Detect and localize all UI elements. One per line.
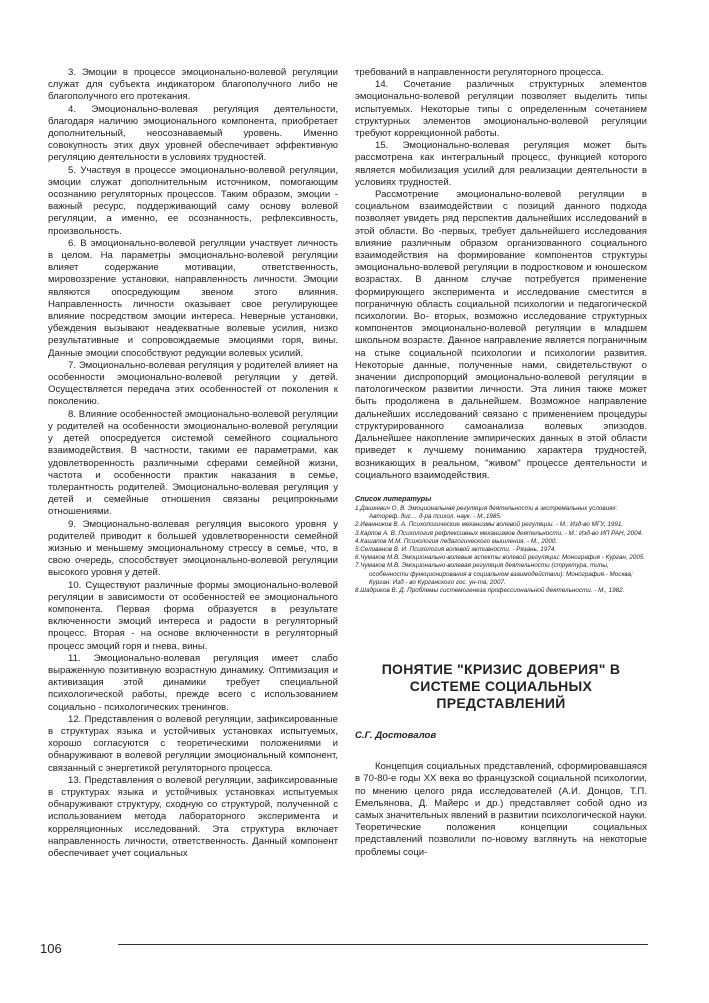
reference-item: 7.Чумаков М.В. Эмоционально-волевая регуляция деятельности (структура, типы, особенности функционирования в социальном взаимодействии): Монография.- Москва; Курган: Изд - во Курганского гос. ун-та, 2007.	[355, 562, 633, 586]
paragraph: 6. В эмоционально-волевой регуляции участвует личность в целом. На параметры эмоционально-волевой регуляции влияет содержание мотивации, ответственность, мировоззрение установки, направленность личности. Эмоции являются опосредующим звеном этого влияния. Направленность личности оказывает свое регулирующее влияние посредством эмоции интереса. Неверные установки, убеждения вызывают неадекватные волевые усилия, низко результативные и сопровождаемые эмоциями горя, вины. Данные эмоции способствуют редукции волевых усилий.	[48, 237, 338, 359]
paragraph: 9. Эмоционально-волевая регуляция высокого уровня у родителей приводит к большей удовлетворенности семейной жизнью и меньшему эмоциональному стрессу в семье, что, в свою очередь, способствует эмоционально-волевой регуляции высокого уровня у детей.	[48, 518, 338, 579]
reference-item: 4.Кашапов М.М. Психология педагогического мышления. - М., 2000.	[355, 537, 558, 545]
paragraph: 14. Сочетание различных структурных элементов эмоционально-волевой регуляции позволяет выделить типы испытуемых. Некоторые типы с определенным сочетанием структурных элементов эмоционально-волевой регуляции требуют коррекционной работы.	[355, 79, 647, 140]
paragraph: 15. Эмоционально-волевая регуляция может быть рассмотрена как интегральный процесс, функцией которого является мобилизация усилий для реализации деятельности в условиях трудностей.	[355, 140, 647, 188]
paragraph: требований в направленности регуляторного процесса.	[355, 67, 604, 78]
paragraph: 10. Существуют различные формы эмоционально-волевой регуляции в зависимости от особенностей ее эмоционального компонента. Первая форма образуется в результате включенности эмоций интереса и радости в регуляторный процесс. Вторая - на основе включенности в регуляторный процесс эмоций горя и гнева, вины.	[48, 579, 338, 652]
paragraph: Рассмотрение эмоционально-волевой регуляции в социальном взаимодействии с позиций данного подхода позволяет увидеть ряд перспектив дальнейших исследований в этой области. Во -первых, требует дальнейшего исследования влияние различным образом организованного социального взаимодействия на формирование компонентов структуры эмоционально-волевой регуляции в подростковом и юношеском возрастах. В данном случае потребуется применение формирующего эксперимента и исследование сместится в пограничную область социальной психологии и педагогической психологии. Во- вторых, возможно исследование структурных компонентов эмоционально-волевой регуляции в младшем школьном возрасте. Данное направление является пограничным на стыке социальной психологии и психологии развития. Некоторые данные, полученные нами, свидетельствуют о значении диспропорций эмоционально-волевой регуляции в патологическом развитии личности. Эта линия также может быть продолжена в дальнейшем. Возможное направление дальнейших исследований связано с применением процедуры структурированного самоанализа волевых эпизодов. Дальнейшее накопление эмпирических данных в этой области приведет к лучшему пониманию характера трудностей, возникающих в реальном, "живом" процессе деятельности и социального взаимодействия.	[355, 189, 647, 481]
paragraph: 4. Эмоционально-волевая регуляция деятельности, благодаря наличию эмоционального компонента, приобретает дополнительный, неосознаваемый уровень. Именно совокупность этих двух уровней обеспечивает эффективную регуляцию деятельности в условиях трудностей.	[48, 103, 338, 164]
references-section	[355, 494, 647, 595]
page-number: 106	[40, 941, 62, 956]
paragraph: 12. Представления о волевой регуляции, зафиксированные в структурах языка и устойчивых установках испытуемых, хорошо согласуются с теоретическими положениями и обнаруживают в волевой регуляции эмоциональный компонент, связанный с энергетикой регуляторного процесса.	[48, 713, 338, 774]
reference-item: 1.Дашкевич О. В. Эмоциональная регуляция деятельности в экстремальных условиях: Автореф. дис… д-ра психол. наук. - М.,1985.	[355, 504, 618, 521]
paragraph: Концепция социальных представлений, сформировавшаяся в 70-80-е годы XX века во французской социальной психологии, по мнению целого ряда исследователей (А.И. Донцов, Т.П. Емельянова, Д. Майерс и др.) представляет собой одно из самых значительных явлений в развитии психологической науки. Теоретические положения концепции социальных представлений позволили по-новому взглянуть на некоторые проблемы соци-	[355, 761, 647, 858]
paragraph: 13. Представления о волевой регуляции, зафиксированные в структурах языка и устойчивых установках испытуемых обнаруживают структуру, сходную со структурой, полученной с использованием метода лабораторного эксперимента и корреляционных исследований. Эта структура включает направленность личности, ответственность. Данный компонент обеспечивает учет социальных	[48, 774, 338, 859]
reference-item: 3.Карпов А. В. Психология рефлексивных механизмов деятельности. - М.: Изд-во ИП РАН, 2004.	[355, 529, 643, 537]
references-title: Список литературы	[355, 493, 432, 503]
footer-divider	[118, 944, 648, 945]
paragraph: 7. Эмоционально-волевая регуляция у родителей влияет на особенности эмоционально-волевой регуляции у детей. Осуществляется передача этих особенностей от поколения к поколению.	[48, 359, 338, 408]
article-author: С.Г. Достовалов	[355, 730, 437, 742]
reference-item: 2.Иванников В. А. Психологические механизмы волевой регуляции. - М.: Изд-во МГУ, 1991.	[355, 521, 624, 529]
left-column	[48, 67, 338, 860]
paragraph: 8. Влияние особенностей эмоционально-волевой регуляции у родителей на особенности эмоционально-волевой регуляции у детей опосредуется системой семейного социального взаимодействия. В частности, такими ее параметрами, как удовлетворенность различными сферами семейной жизни, частота и особенности практик наказания в семье, толерантность родителей. Эмоционально-волевая регуляция у детей и семейные отношения связаны реципрокными отношениями.	[48, 408, 338, 518]
article-title: ПОНЯТИЕ "КРИЗИС ДОВЕРИЯ" В СИСТЕМЕ СОЦИАЛЬНЫХ ПРЕДСТАВЛЕНИЙ	[381, 661, 621, 712]
paragraph: 3. Эмоции в процессе эмоционально-волевой регуляции служат для субъекта индикатором благополучного либо не благополучного его протекания.	[48, 67, 338, 103]
reference-item: 5.Селиванов В. И. Психология волевой активности. - Рязань, 1974.	[355, 545, 557, 553]
paragraph: 11. Эмоционально-волевая регуляция имеет слабо выраженную позитивную возрастную динамику. Оптимизация и активизация этой динамики требует специальной психологической работы, прежде всего с использованием социально - психологических тренингов.	[48, 652, 338, 713]
right-column	[355, 67, 647, 859]
reference-item: 6.Чумаков М.В. Эмоционально-волевые аспекты волевой регуляции: Монография - Курган, 2005.	[355, 554, 646, 562]
paragraph: 5. Участвуя в процессе эмоционально-волевой регуляции, эмоции служат дополнительным источником, помогающим осознанию регуляторных процессов. Таким образом, эмоции - важный ресурс, поддерживающий саму основу волевой регуляции, а именно, ее осознанность, рефлексивность, произвольность.	[48, 164, 338, 237]
reference-item: 8.Шадриков В. Д. Проблемы системогенеза профессиональной деятельности. - М., 1982.	[355, 586, 625, 594]
